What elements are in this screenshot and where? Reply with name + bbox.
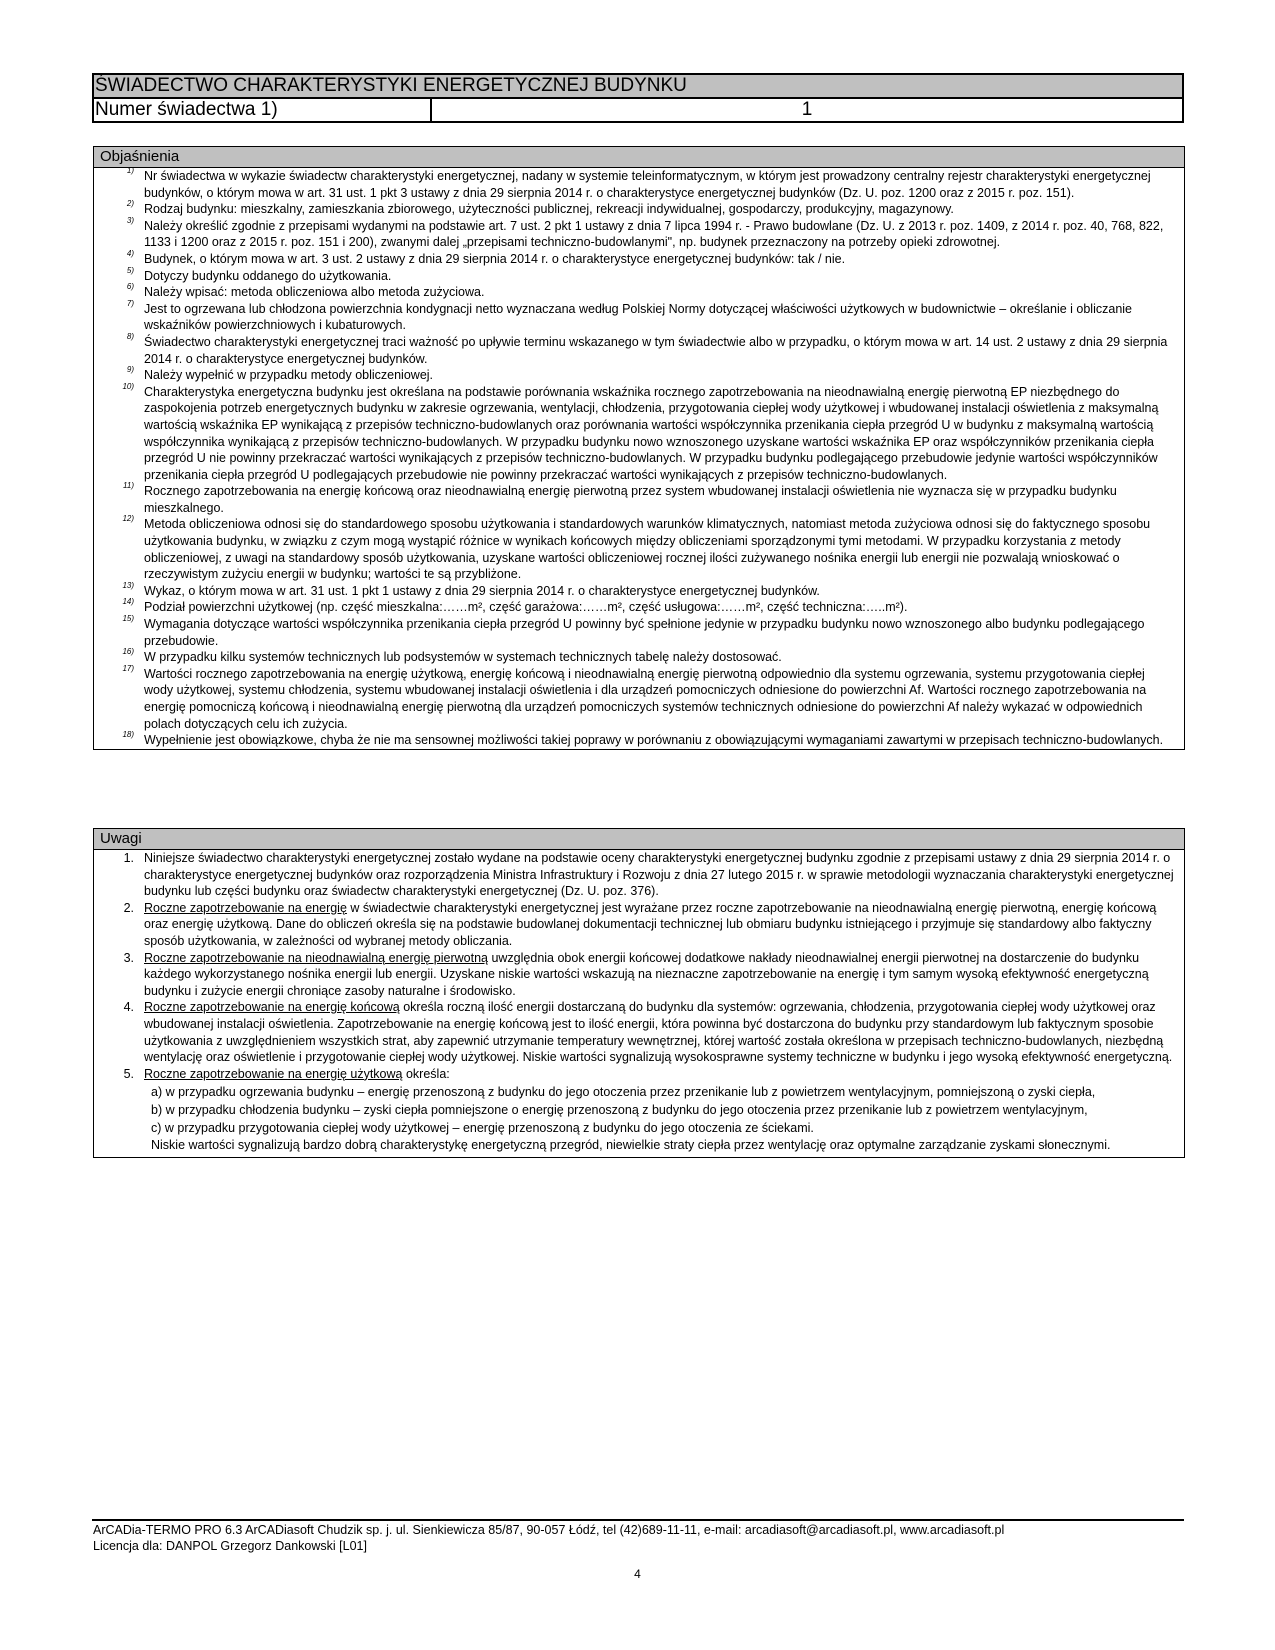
explanation-marker — [94, 265, 144, 285]
page-number: 4 — [634, 1567, 641, 1581]
note-body: określa: — [402, 1066, 450, 1081]
footnote-number: 12) — [122, 514, 134, 524]
footnote-number: 18) — [122, 730, 134, 740]
note-subitem: c) w przypadku przygotowania ciepłej wody użytkowej – energię przenoszoną z budynku do jego otoczenia ze ściekami. — [151, 1120, 814, 1135]
explanation-marker — [94, 580, 144, 600]
note-item — [94, 999, 1184, 1065]
note-item — [94, 950, 1184, 1000]
note-number: 4. — [123, 1000, 134, 1015]
note-item — [94, 1066, 1184, 1083]
notes-title: Uwagi — [94, 829, 1184, 850]
certificate-title: ŚWIADECTWO CHARAKTERYSTYKI ENERGETYCZNEJ BUDYNKU — [94, 75, 1182, 99]
explanation-marker — [94, 649, 144, 666]
explanation-item — [94, 367, 1184, 384]
explanation-item — [94, 483, 1184, 516]
note-body: uwzględnia obok energii końcowej dodatkowe nakłady nieodnawialnej energii pierwotnej na dostarczenie do budynku każdego wykorzystanego nośnika energii lub energii. Uzyskane niskie wartości wskazują na nieznaczne zapotrzebowanie na energię i tym samym wysoką efektywność energetyczną budynku i zużycie energii chroniące zasoby naturalne i środowisko. — [144, 950, 1149, 998]
explanation-text: Wypełnienie jest obowiązkowe, chyba że nie ma sensownej możliwości takiej poprawy w porównaniu z obowiązującymi wymaganiami zawartymi w przepisach techniczno-budowlanych. — [144, 733, 1164, 748]
explanation-marker — [94, 483, 144, 516]
explanation-marker — [94, 616, 144, 649]
explanation-marker — [94, 516, 144, 582]
notes-section — [93, 828, 1185, 1158]
footer-license-line: Licencja dla: DANPOL Grzegorz Dankowski [L01] — [93, 1539, 367, 1553]
explanation-marker — [94, 331, 144, 367]
footnote-number: 7) — [126, 298, 134, 308]
explanation-text: Podział powierzchni użytkowej (np. część mieszkalna:……m², część garażowa:……m², część usługowa:……m², część techniczna:…..m²). — [144, 600, 908, 615]
footnote-number: 4) — [126, 248, 134, 258]
notes-list — [94, 850, 1184, 1157]
explanation-item — [94, 580, 1184, 600]
explanation-item — [94, 599, 1184, 616]
footnote-number: 2) — [126, 199, 134, 209]
note-body: określa roczną ilość energii dostarczaną do budynku dla systemów: ogrzewania, chłodzenia, przygotowania ciepłej wody użytkowej oraz wbudowanej instalacji oświetlenia. Zapotrzebowanie na energię końcową jest to ilość energii, która powinna być dostarczona do budynku przy standardowym lub faktycznym sposobie użytkowania z uwzględnieniem wszystkich strat, aby zapewnić utrzymanie temperatury wewnętrznej, której wartość została określona w przepisach techniczno-budowlanych, niezbędną wentylację oraz oświetlenie i przygotowanie ciepłej wody użytkowej. Niskie wartości sygnalizują wysokosprawne systemy techniczne w budynku i jego wysoką efektywność energetyczną. — [144, 1000, 1173, 1065]
note-text: Niniejsze świadectwo charakterystyki energetycznej zostało wydane na podstawie oceny charakterystyki energetycznej budynku zgodnie z przepisami ustawy z dnia 29 sierpnia 2014 r. o charakterystyce energetycznej budynków oraz rozporządzenia Ministra Infrastruktury i Rozwoju z dnia 27 lutego 2015 r. w sprawie metodologii wyznaczania charakterystyki energetycznej budynku lub części budynku oraz świadectw charakterystyki energetycznej (Dz. U. poz. 376). — [144, 851, 1174, 899]
footnote-number: 13) — [122, 580, 134, 590]
explanation-item — [94, 381, 1184, 484]
note-text — [144, 999, 1184, 1065]
explanation-marker — [94, 215, 144, 251]
explanation-marker — [94, 367, 144, 384]
footnote-number: 10) — [122, 381, 134, 391]
explanation-item — [94, 168, 1184, 201]
footer — [93, 1522, 1004, 1554]
note-text — [144, 900, 1184, 950]
note-number: 3. — [123, 950, 134, 965]
explanation-item — [94, 331, 1184, 367]
explanation-marker — [94, 381, 144, 484]
explanation-item — [94, 298, 1184, 334]
certificate-number-row — [94, 99, 1182, 121]
explanation-marker — [94, 298, 144, 334]
explanation-text: Nr świadectwa w wykazie świadectw charakterystyki energetycznej, nadany w systemie teleinformatycznym, w którym jest prowadzony centralny rejestr charakterystyki energetycznej budynków, o którym mowa w art. 31 ust. 1 pkt 3 ustawy z dnia 29 sierpnia 2014 r. o charakterystyce energetycznej budynków (Dz. U. poz. 1200 oraz z 2015 r. poz. 151). — [144, 169, 1151, 200]
note-subitem: Niskie wartości sygnalizują bardzo dobrą charakterystykę energetyczną przegród, niewielkie straty ciepła przez wentylację oraz optymalne zarządzanie zyskami słonecznymi. — [151, 1138, 1111, 1153]
note-term: Roczne zapotrzebowanie na energię — [144, 900, 347, 915]
note-term: Roczne zapotrzebowanie na energię końcową — [144, 1000, 400, 1015]
explanations-title: Objaśnienia — [94, 147, 1184, 168]
explanation-text: W przypadku kilku systemów technicznych lub podsystemów w systemach technicznych tabelę należy dostosować. — [144, 650, 782, 665]
certificate-number-label: Numer świadectwa 1) — [94, 99, 432, 121]
explanation-marker — [94, 248, 144, 268]
note-term: Roczne zapotrzebowanie na energię użytkową — [144, 1066, 403, 1081]
note-number: 1. — [123, 851, 134, 865]
certificate-number-value: 1 — [801, 99, 813, 120]
explanations-list — [94, 168, 1184, 749]
explanation-marker — [94, 663, 144, 732]
explanation-text: Wymagania dotyczące wartości współczynnika przenikania ciepła przegród U powinny być spełnione jedynie w przypadku budynku nowo wznoszonego albo budynku podlegającego przebudowie. — [144, 617, 1145, 648]
explanation-item — [94, 215, 1184, 251]
note-item — [94, 900, 1184, 950]
footer-divider — [92, 1519, 1184, 1521]
explanation-item — [94, 516, 1184, 582]
explanation-text: Należy wpisać: metoda obliczeniowa albo metoda zużyciowa. — [144, 285, 485, 300]
explanation-item — [94, 732, 1184, 749]
note-number: 2. — [123, 900, 134, 915]
explanations-section — [93, 146, 1185, 750]
explanation-marker — [94, 284, 144, 301]
footnote-number: 5) — [126, 265, 134, 275]
footnote-number: 9) — [126, 365, 134, 375]
explanation-text: Metoda obliczeniowa odnosi się do standardowego sposobu użytkowania i standardowych warunków klimatycznych, natomiast metoda zużyciowa odnosi się do faktycznego sposobu użytkowania budynku, w związku z czym mogą wystąpić różnice w wynikach końcowych między obliczeniami sporządzonymi tymi metodami. W przypadku korzystania z metody obliczeniowej, z uwagi na standardowy sposób użytkowania, uzyskane wartości obliczeniowej rocznej ilości zużywanego nośnika energii lub energii nie pozwalają wnioskować o rzeczywistym zużyciu energii w budynku; wartości te są przybliżone. — [144, 517, 1151, 582]
footnote-number: 6) — [126, 282, 134, 292]
certificate-header — [92, 73, 1184, 123]
note-number: 5. — [123, 1066, 134, 1081]
explanation-text: Należy wypełnić w przypadku metody obliczeniowej. — [144, 368, 434, 383]
footnote-number: 11) — [123, 481, 134, 491]
footnote-number: 16) — [122, 647, 134, 657]
explanation-item — [94, 616, 1184, 649]
footnote-number: 14) — [122, 597, 134, 607]
explanation-text: Charakterystyka energetyczna budynku jest określana na podstawie porównania wskaźnika rocznego zapotrzebowania na nieodnawialną energię pierwotną EP niezbędnego do zaspokojenia potrzeb energetycznych budynku w zakresie ogrzewania, wentylacji, chłodzenia, przygotowania ciepłej wody użytkowej i wbudowanej instalacji oświetlenia z maksymalną wartością wskaźnika EP wynikającą z przepisów techniczno-budowlanych oraz porównania wartości współczynnika przenikania ciepła przegród U w budynku z maksymalną wartością współczynnika wynikającą z przepisów techniczno-budowlanych. W przypadku budynku nowo wznoszonego uzyskane wartości wskaźnika EP oraz współczynników przenikania ciepła przegród U nie powinny przekraczać wartości wynikających z przepisów techniczno-budowlanych. W przypadku budynku podlegającego przebudowie jedynie wartości współczynników przenikania ciepła przegród U podlegających przebudowie nie powinny przekraczać wartości wynikających z przepisów techniczno-budowlanych. — [144, 384, 1159, 482]
note-body: w świadectwie charakterystyki energetycznej jest wyrażane przez roczne zapotrzebowanie na nieodnawialną energię pierwotną, energię końcową oraz energię użytkową. Dane do obliczeń określa się na podstawie budowlanej dokumentacji technicznej lub obmiaru budynku istniejącego i przyjmuje się standardowy albo faktyczny sposób użytkowania, w zależności od wybranej metody obliczania. — [144, 900, 1157, 948]
footnote-number: 15) — [122, 614, 134, 624]
footnote-number: 3) — [126, 215, 134, 225]
explanation-item — [94, 284, 1184, 301]
explanation-item — [94, 265, 1184, 285]
explanation-marker — [94, 599, 144, 616]
explanation-text: Wykaz, o którym mowa w art. 31 ust. 1 pkt 1 ustawy z dnia 29 sierpnia 2014 r. o charakterystyce energetycznej budynków. — [144, 583, 820, 598]
explanation-text: Budynek, o którym mowa w art. 3 ust. 2 ustawy z dnia 29 sierpnia 2014 r. o charakterystyce energetycznej budynków: tak / nie. — [144, 251, 846, 266]
explanation-text: Wartości rocznego zapotrzebowania na energię użytkową, energię końcową i nieodnawialną energię pierwotną odpowiednio dla systemu ogrzewania, systemu przygotowania ciepłej wody użytkowej, systemu chłodzenia, systemu wbudowanej instalacji oświetlenia i dla urządzeń pomocniczych odniesione do powierzchni Af. Wartości rocznego zapotrzebowania na energię pomocniczą końcową i nieodnawialną energię pierwotną dla urządzeń pomocniczych systemów technicznych odniesione do powierzchni Af należy wykazać w odpowiednich polach dotyczących celu ich zużycia. — [144, 666, 1147, 731]
explanation-item — [94, 201, 1184, 218]
explanation-item — [94, 663, 1184, 732]
explanation-item — [94, 649, 1184, 666]
note-text — [144, 950, 1184, 1000]
explanation-item — [94, 248, 1184, 268]
explanation-text: Świadectwo charakterystyki energetycznej traci ważność po upływie terminu wskazanego w tym świadectwie albo w przypadku, o którym mowa w art. 14 ust. 2 ustawy z dnia 29 sierpnia 2014 r. o charakterystyce energetycznej budynków. — [144, 334, 1168, 366]
note-term: Roczne zapotrzebowanie na nieodnawialną energię pierwotną — [144, 950, 488, 965]
explanation-text: Rodzaj budynku: mieszkalny, zamieszkania zbiorowego, użyteczności publicznej, rekreacji indywidualnej, gospodarczy, produkcyjny, magazynowy. — [144, 202, 954, 217]
explanation-marker — [94, 201, 144, 218]
footnote-number: 17) — [122, 663, 134, 673]
footnote-number: 8) — [126, 331, 134, 341]
note-subitem: a) w przypadku ogrzewania budynku – energię przenoszoną z budynku do jego otoczenia przez przenikanie lub z powietrzem wentylacyjnym, pomniejszoną o zyski ciepła, — [151, 1085, 1096, 1100]
footer-software-line: ArCADia-TERMO PRO 6.3 ArCADiasoft Chudzik sp. j. ul. Sienkiewicza 85/87, 90-057 Łódź, tel (42)689-11-11, e-mail: arcadiasoft@arcadiasoft.pl, www.arcadiasoft.pl — [93, 1523, 1005, 1537]
note-text — [144, 1066, 1184, 1083]
note-subitem: b) w przypadku chłodzenia budynku – zyski ciepła pomniejszone o energię przenoszoną z budynku do jego otoczenia przez przenikanie lub z powietrzem wentylacyjnym, — [151, 1102, 1088, 1117]
footnote-number: 1) — [126, 166, 134, 175]
explanation-text: Rocznego zapotrzebowania na energię końcową oraz nieodnawialną energię pierwotną przez system wbudowanej instalacji oświetlenia nie wyznacza się w przypadku budynku mieszkalnego. — [144, 484, 1117, 515]
explanation-marker — [94, 732, 144, 749]
explanation-marker — [94, 168, 144, 201]
explanation-text: Dotyczy budynku oddanego do użytkowania. — [144, 268, 392, 283]
note-item — [94, 850, 1184, 900]
explanation-text: Należy określić zgodnie z przepisami wydanymi na podstawie art. 7 ust. 2 pkt 1 ustawy z dnia 7 lipca 1994 r. - Prawo budowlane (Dz. U. z 2013 r. poz. 1409, z 2014 r. poz. 40, 768, 822, 1133 i 1200 oraz z 2015 r. poz. 151 i 200), zwanymi dalej „przepisami techniczno-budowlanymi", np. budynek przeznaczony na potrzeby opieki zdrowotnej. — [144, 218, 1164, 250]
explanation-text: Jest to ogrzewana lub chłodzona powierzchnia kondygnacji netto wyznaczana według Polskiej Normy dotyczącej właściwości użytkowych w budownictwie – określanie i obliczanie wskaźników powierzchniowych i kubaturowych. — [144, 301, 1132, 333]
